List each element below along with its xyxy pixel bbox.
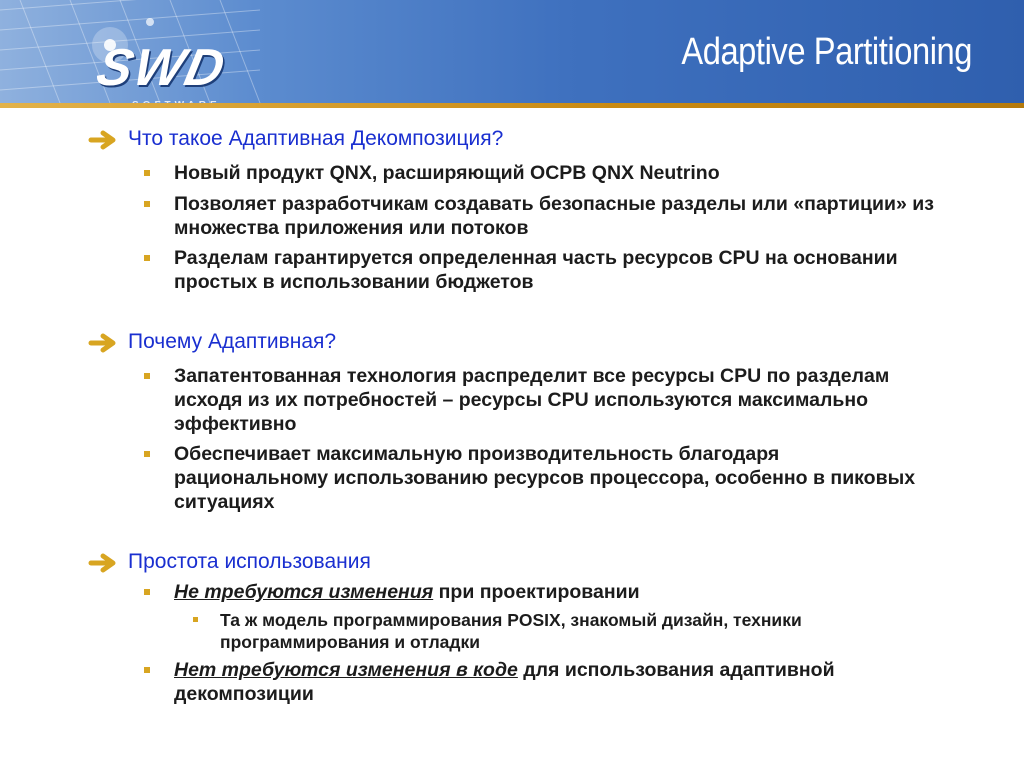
emphasized-text: Не требуются изменения: [174, 581, 434, 603]
slide-title: Adaptive Partitioning: [681, 31, 972, 73]
list-item-text: Обеспечивает максимальную производительность благодаря рациональному использованию ресурсов процессора, особенно в пиковых ситуациях: [174, 443, 916, 513]
list-item-text: Позволяет разработчикам создавать безопасные разделы или «партиции» из множества приложения или потоков: [174, 193, 934, 239]
bullet-marker: [144, 451, 150, 457]
emphasized-text: Нет требуются изменения в коде: [174, 659, 518, 681]
list-item-text: Запатентованная технология распределит все ресурсы CPU по разделам исходя из их потребностей – ресурсы CPU используются максимально эффективно: [174, 365, 890, 435]
list-item-rest: для использования адаптивной декомпозиции: [174, 659, 835, 705]
bullet-marker: [144, 589, 150, 595]
banner-divider: [0, 103, 1024, 108]
arrow-right-icon: [90, 554, 118, 572]
list-item-text: [174, 658, 934, 706]
sub-bullet-marker: [193, 617, 198, 622]
bullet-marker: [144, 255, 150, 261]
header-banner: [0, 0, 1024, 103]
bullet-marker: [144, 373, 150, 379]
section-heading-label: Что такое Адаптивная Декомпозиция?: [128, 127, 504, 150]
bullet-marker: [144, 667, 150, 673]
list-item-text: Новый продукт QNX, расширяющий ОСРВ QNX Neutrino: [174, 162, 720, 184]
section-heading-label: Почему Адаптивная?: [128, 330, 337, 353]
sub-list-item-text: Та ж модель программирования POSIX, знакомый дизайн, техники программирования и отладки: [220, 610, 802, 652]
list-item-text: Разделам гарантируется определенная часть ресурсов CPU на основании простых в использовании бюджетов: [174, 247, 898, 293]
bullet-marker: [144, 201, 150, 207]
list-item-rest: при проектировании: [433, 581, 640, 603]
section-heading-label: Простота использования: [128, 550, 371, 573]
logo-text: SWD: [91, 39, 232, 97]
bullet-marker: [144, 170, 150, 176]
swd-logo: [28, 20, 268, 100]
arrow-right-icon: [90, 131, 118, 149]
arrow-right-icon: [90, 334, 118, 352]
list-item-text: [174, 580, 934, 604]
